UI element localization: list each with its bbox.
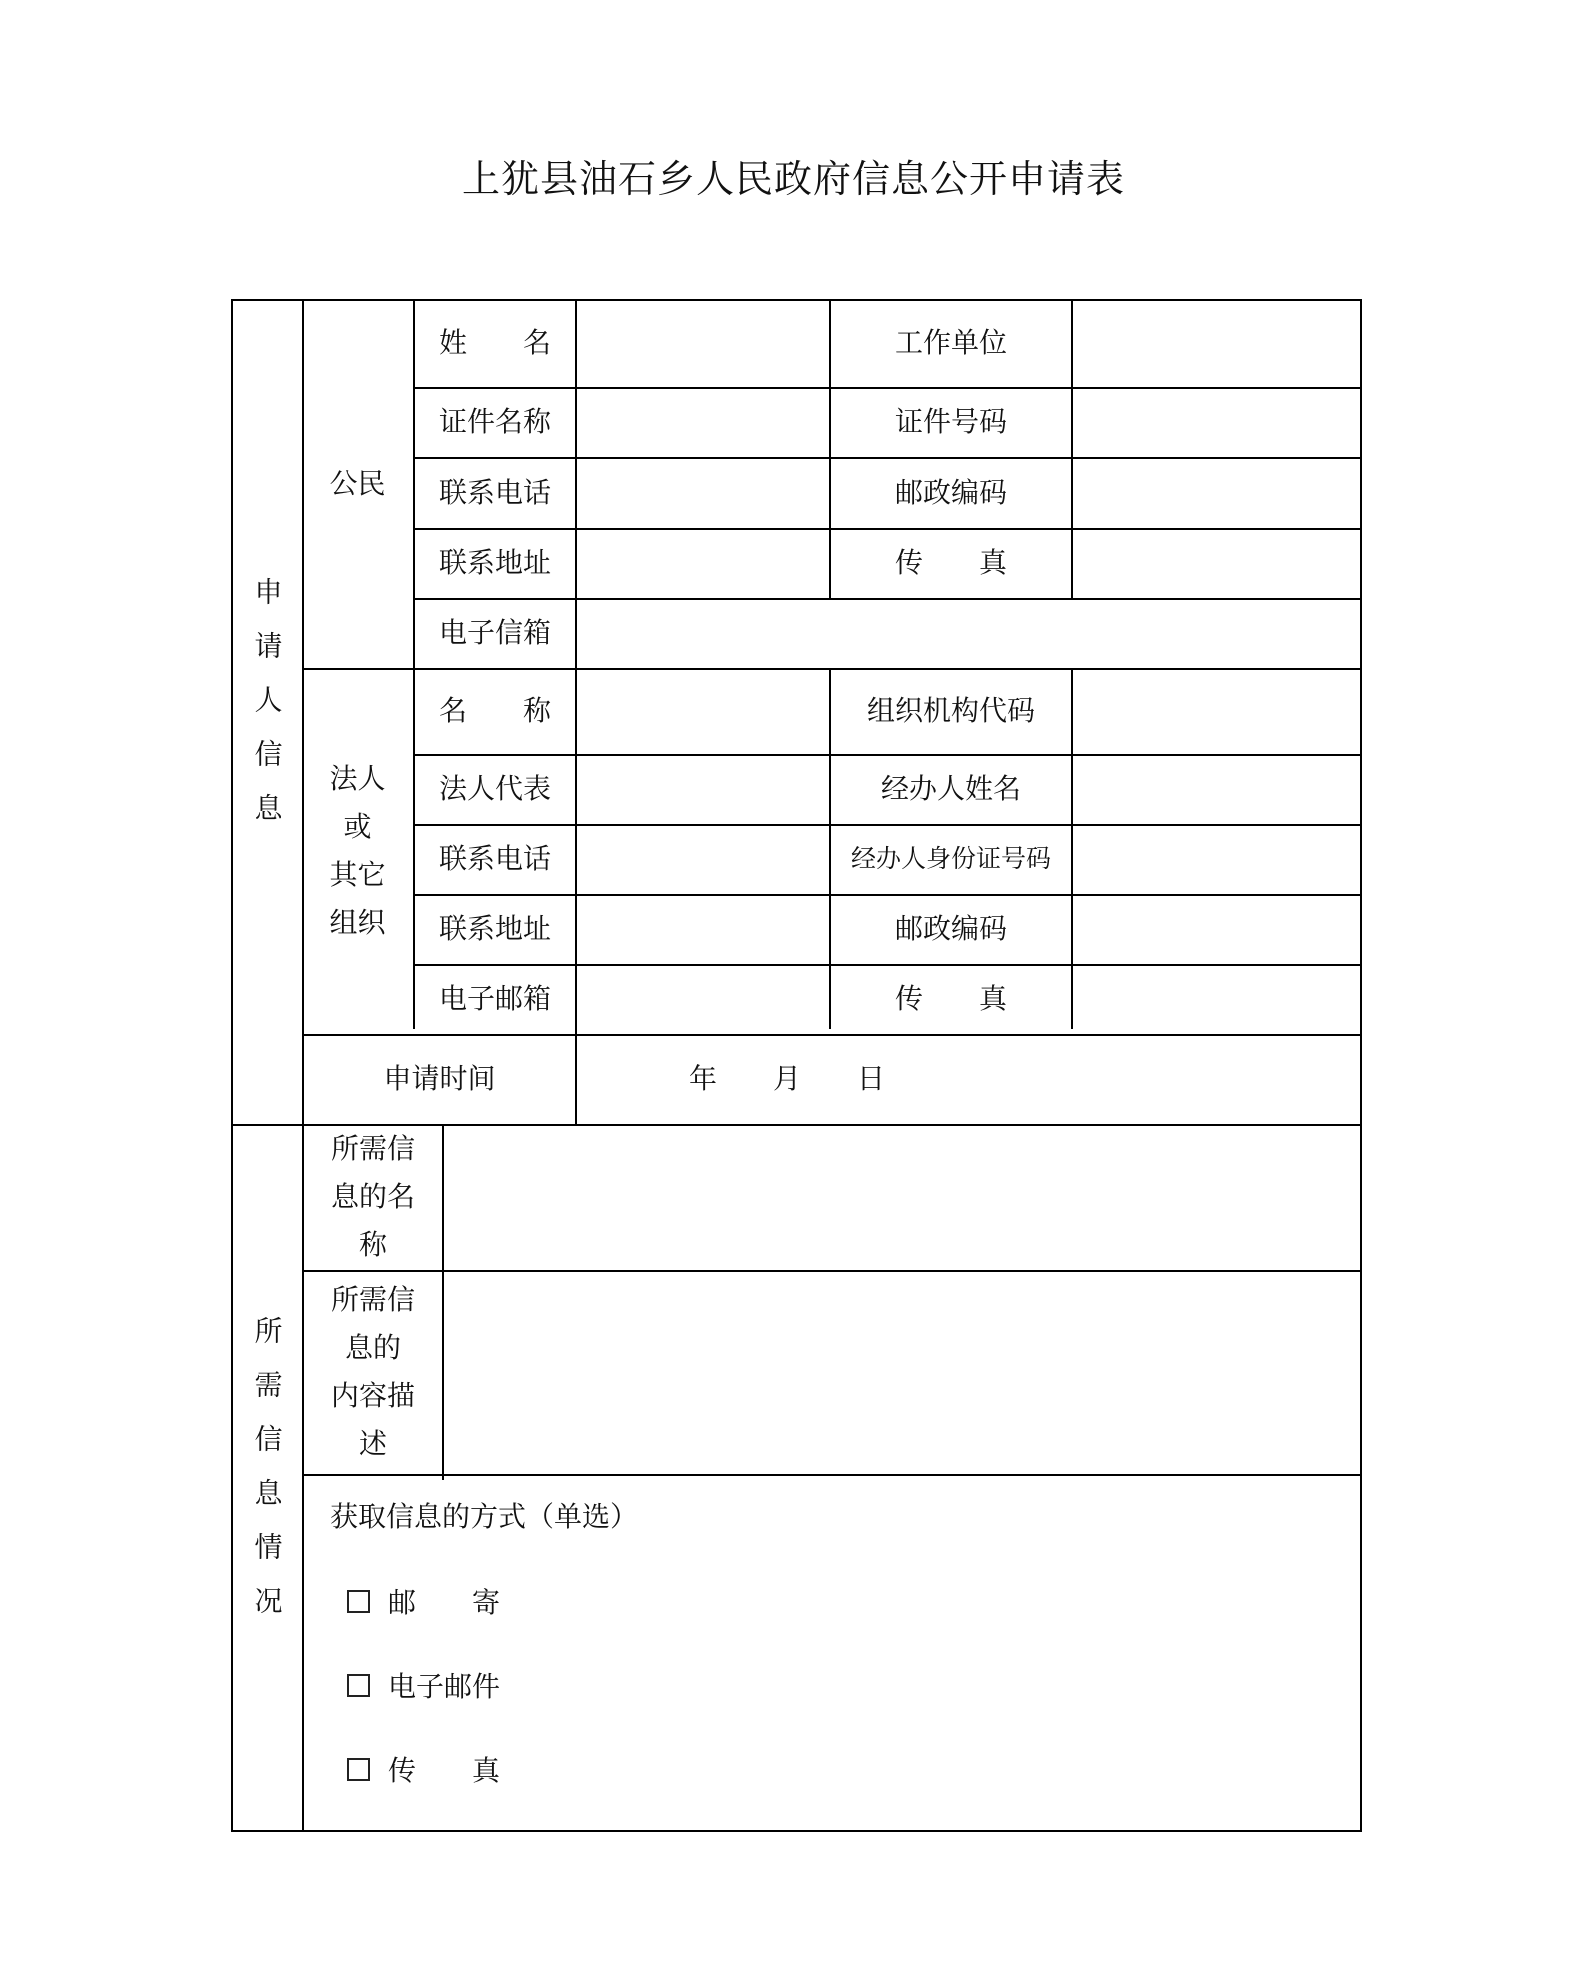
checkbox-fax[interactable]	[347, 1758, 370, 1781]
label-info-desc: 所需信 息的 内容描 述	[330, 1283, 415, 1460]
right-divider-2	[1071, 668, 1073, 1029]
citizen-group-label: 公民	[329, 466, 386, 500]
label-phone: 联系电话	[438, 475, 551, 509]
label-name: 姓 名	[438, 326, 551, 360]
apply-time-value: 年 月 日	[688, 1062, 885, 1096]
label-agent-name: 经办人姓名	[880, 772, 1021, 806]
label-agent-id: 经办人身份证号码	[850, 844, 1051, 873]
label-legal-rep: 法人代表	[438, 772, 551, 806]
application-form	[231, 299, 1362, 1832]
page-title: 上犹县油石乡人民政府信息公开申请表	[461, 157, 1125, 201]
org-group-label: 法人 或 其它 组织	[329, 762, 386, 939]
row-line	[302, 1270, 1362, 1272]
label-org-fax: 传 真	[894, 982, 1007, 1016]
checkbox-mail[interactable]	[347, 1590, 370, 1613]
label-work-unit: 工作单位	[894, 326, 1007, 360]
checkbox-email[interactable]	[347, 1674, 370, 1697]
label-info-name: 所需信 息的名 称	[330, 1132, 415, 1261]
form-border-bottom	[231, 1830, 1362, 1832]
info-section-label	[231, 1124, 302, 1832]
label-id-type: 证件名称	[438, 405, 551, 439]
applicant-section-label	[231, 299, 302, 1124]
method-option-fax[interactable]	[347, 1749, 500, 1789]
label-org-postcode: 邮政编码	[894, 912, 1007, 946]
label-org-email: 电子邮箱	[438, 982, 551, 1016]
method-mail-label: 邮 寄	[388, 1586, 501, 1619]
applicant-section-text: 申请人信息	[250, 576, 284, 847]
label-id-number: 证件号码	[894, 405, 1007, 439]
label-postcode: 邮政编码	[894, 475, 1007, 509]
label-org-name: 名 称	[438, 694, 551, 728]
method-option-email[interactable]	[347, 1665, 500, 1705]
label-org-address: 联系地址	[438, 912, 551, 946]
method-fax-label: 传 真	[388, 1754, 501, 1787]
methods-title: 获取信息的方式（单选）	[330, 1500, 639, 1533]
label-org-code: 组织机构代码	[866, 694, 1035, 728]
method-option-mail[interactable]	[347, 1581, 500, 1621]
label-apply-time: 申请时间	[383, 1062, 496, 1096]
info-section-text: 所需信息情况	[250, 1316, 284, 1640]
info-label-divider	[442, 1124, 444, 1480]
label-fax: 传 真	[894, 546, 1007, 580]
row-line	[302, 1474, 1362, 1476]
label-email: 电子信箱	[438, 616, 551, 650]
label-org-phone: 联系电话	[438, 842, 551, 876]
label-address: 联系地址	[438, 546, 551, 580]
method-email-label: 电子邮件	[388, 1670, 501, 1703]
label-divider	[575, 299, 577, 1124]
right-divider-1	[1071, 299, 1073, 599]
